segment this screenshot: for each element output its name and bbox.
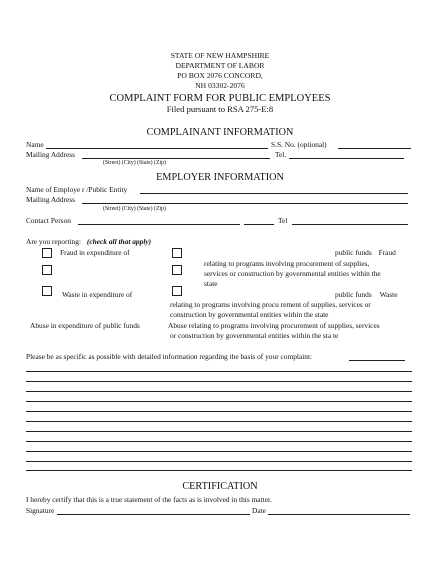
date-field[interactable] bbox=[268, 514, 410, 515]
waste-desc-line-1: relating to programs involving procu rement of supplies, services or bbox=[170, 300, 371, 309]
employer-address-hint: (Street) (City) (State) (Zip) bbox=[103, 206, 166, 212]
fraud-expenditure-label: Fraud in expenditure of bbox=[60, 248, 130, 257]
details-line[interactable] bbox=[26, 470, 412, 471]
employer-mailing-field[interactable] bbox=[82, 203, 408, 204]
certification-heading: CERTIFICATION bbox=[182, 481, 258, 492]
reporting-prompt bbox=[26, 237, 151, 246]
employer-tel-field[interactable] bbox=[292, 224, 408, 225]
complainant-tel-field[interactable] bbox=[289, 158, 404, 159]
ssn-field[interactable] bbox=[338, 148, 411, 149]
fraud-desc-line-3: state bbox=[204, 279, 218, 288]
header-state: STATE OF NEW HAMPSHIRE bbox=[170, 51, 270, 60]
checkbox-waste-expenditure[interactable] bbox=[42, 286, 52, 296]
details-line[interactable] bbox=[26, 381, 412, 382]
signature-label: Signature bbox=[26, 506, 55, 515]
details-line[interactable] bbox=[26, 371, 412, 372]
public-funds-text-1: public funds bbox=[335, 248, 372, 257]
details-line[interactable] bbox=[26, 451, 412, 452]
abuse-desc-line-1: Abuse relating to programs involving procurement of supplies, services bbox=[168, 321, 380, 330]
complainant-mailing-field[interactable] bbox=[82, 158, 270, 159]
header-zip: NH 03302-2076 bbox=[195, 81, 245, 90]
checkbox-row-2-left[interactable] bbox=[42, 265, 52, 275]
header-pobox: PO BOX 2076 CONCORD, bbox=[177, 71, 263, 80]
fraud-desc-line-2: services or construction by governmental entities within the bbox=[204, 269, 381, 278]
details-prompt: Please be as specific as possible with detailed information regarding the basis of your complaint: bbox=[26, 352, 313, 361]
details-line[interactable] bbox=[26, 441, 412, 442]
details-line[interactable] bbox=[26, 431, 412, 432]
details-first-line[interactable] bbox=[349, 360, 405, 361]
ssn-label: S.S. No. (optional) bbox=[271, 140, 327, 149]
employer-mailing-label: Mailing Address bbox=[26, 195, 76, 204]
details-line[interactable] bbox=[26, 461, 412, 462]
details-line[interactable] bbox=[26, 421, 412, 422]
checkbox-row-2-right[interactable] bbox=[172, 265, 182, 275]
details-line[interactable] bbox=[26, 391, 412, 392]
complainant-tel-label: Tel. bbox=[275, 150, 287, 159]
public-funds-waste-label bbox=[335, 290, 397, 299]
waste-word: Waste bbox=[379, 290, 398, 299]
abuse-desc-line-2: or construction by governmental entities within the sta te bbox=[170, 331, 339, 340]
signature-field[interactable] bbox=[57, 514, 250, 515]
header-department: DEPARTMENT OF LABOR bbox=[175, 61, 265, 70]
public-funds-fraud-label bbox=[335, 248, 396, 257]
complainant-heading: COMPLAINANT INFORMATION bbox=[146, 127, 294, 138]
employer-name-label: Name of Employe r /Public Entity bbox=[26, 185, 128, 194]
date-label: Date bbox=[252, 506, 266, 515]
complainant-name-label: Name bbox=[26, 140, 44, 149]
employer-heading: EMPLOYER INFORMATION bbox=[156, 172, 284, 183]
employer-tel-label: Tel bbox=[278, 216, 288, 225]
public-funds-text-2: public funds bbox=[335, 290, 372, 299]
contact-extra-field[interactable] bbox=[244, 224, 274, 225]
abuse-expenditure-label: Abuse in expenditure of public funds bbox=[30, 321, 140, 330]
checkbox-fraud-expenditure[interactable] bbox=[42, 248, 52, 258]
employer-name-field[interactable] bbox=[140, 193, 408, 194]
fraud-word: Fraud bbox=[378, 248, 396, 257]
details-line[interactable] bbox=[26, 411, 412, 412]
form-title: COMPLAINT FORM FOR PUBLIC EMPLOYEES bbox=[109, 93, 331, 104]
contact-person-field[interactable] bbox=[78, 224, 240, 225]
waste-desc-line-2: construction by governmental entities within the state bbox=[170, 310, 329, 319]
contact-person-label: Contact Person bbox=[26, 216, 71, 225]
details-line[interactable] bbox=[26, 401, 412, 402]
checkbox-fraud-programs[interactable] bbox=[172, 248, 182, 258]
complainant-name-field[interactable] bbox=[46, 148, 268, 149]
reporting-prompt-text: Are you reporting: bbox=[26, 237, 82, 246]
reporting-prompt-hint: (check all that apply) bbox=[86, 237, 152, 246]
form-subtitle: Filed pursuant to RSA 275-E:8 bbox=[166, 104, 274, 114]
checkbox-waste-programs[interactable] bbox=[172, 286, 182, 296]
complainant-mailing-label: Mailing Address bbox=[26, 150, 76, 159]
complainant-address-hint: (Street) (City) (State) (Zip) bbox=[103, 160, 166, 166]
certification-statement: I hereby certify that this is a true statement of the facts as is involved in this matter. bbox=[26, 495, 272, 504]
waste-expenditure-label: Waste in expenditure of bbox=[62, 290, 133, 299]
fraud-desc-line-1: relating to programs involving procurement of supplies, bbox=[204, 259, 370, 268]
